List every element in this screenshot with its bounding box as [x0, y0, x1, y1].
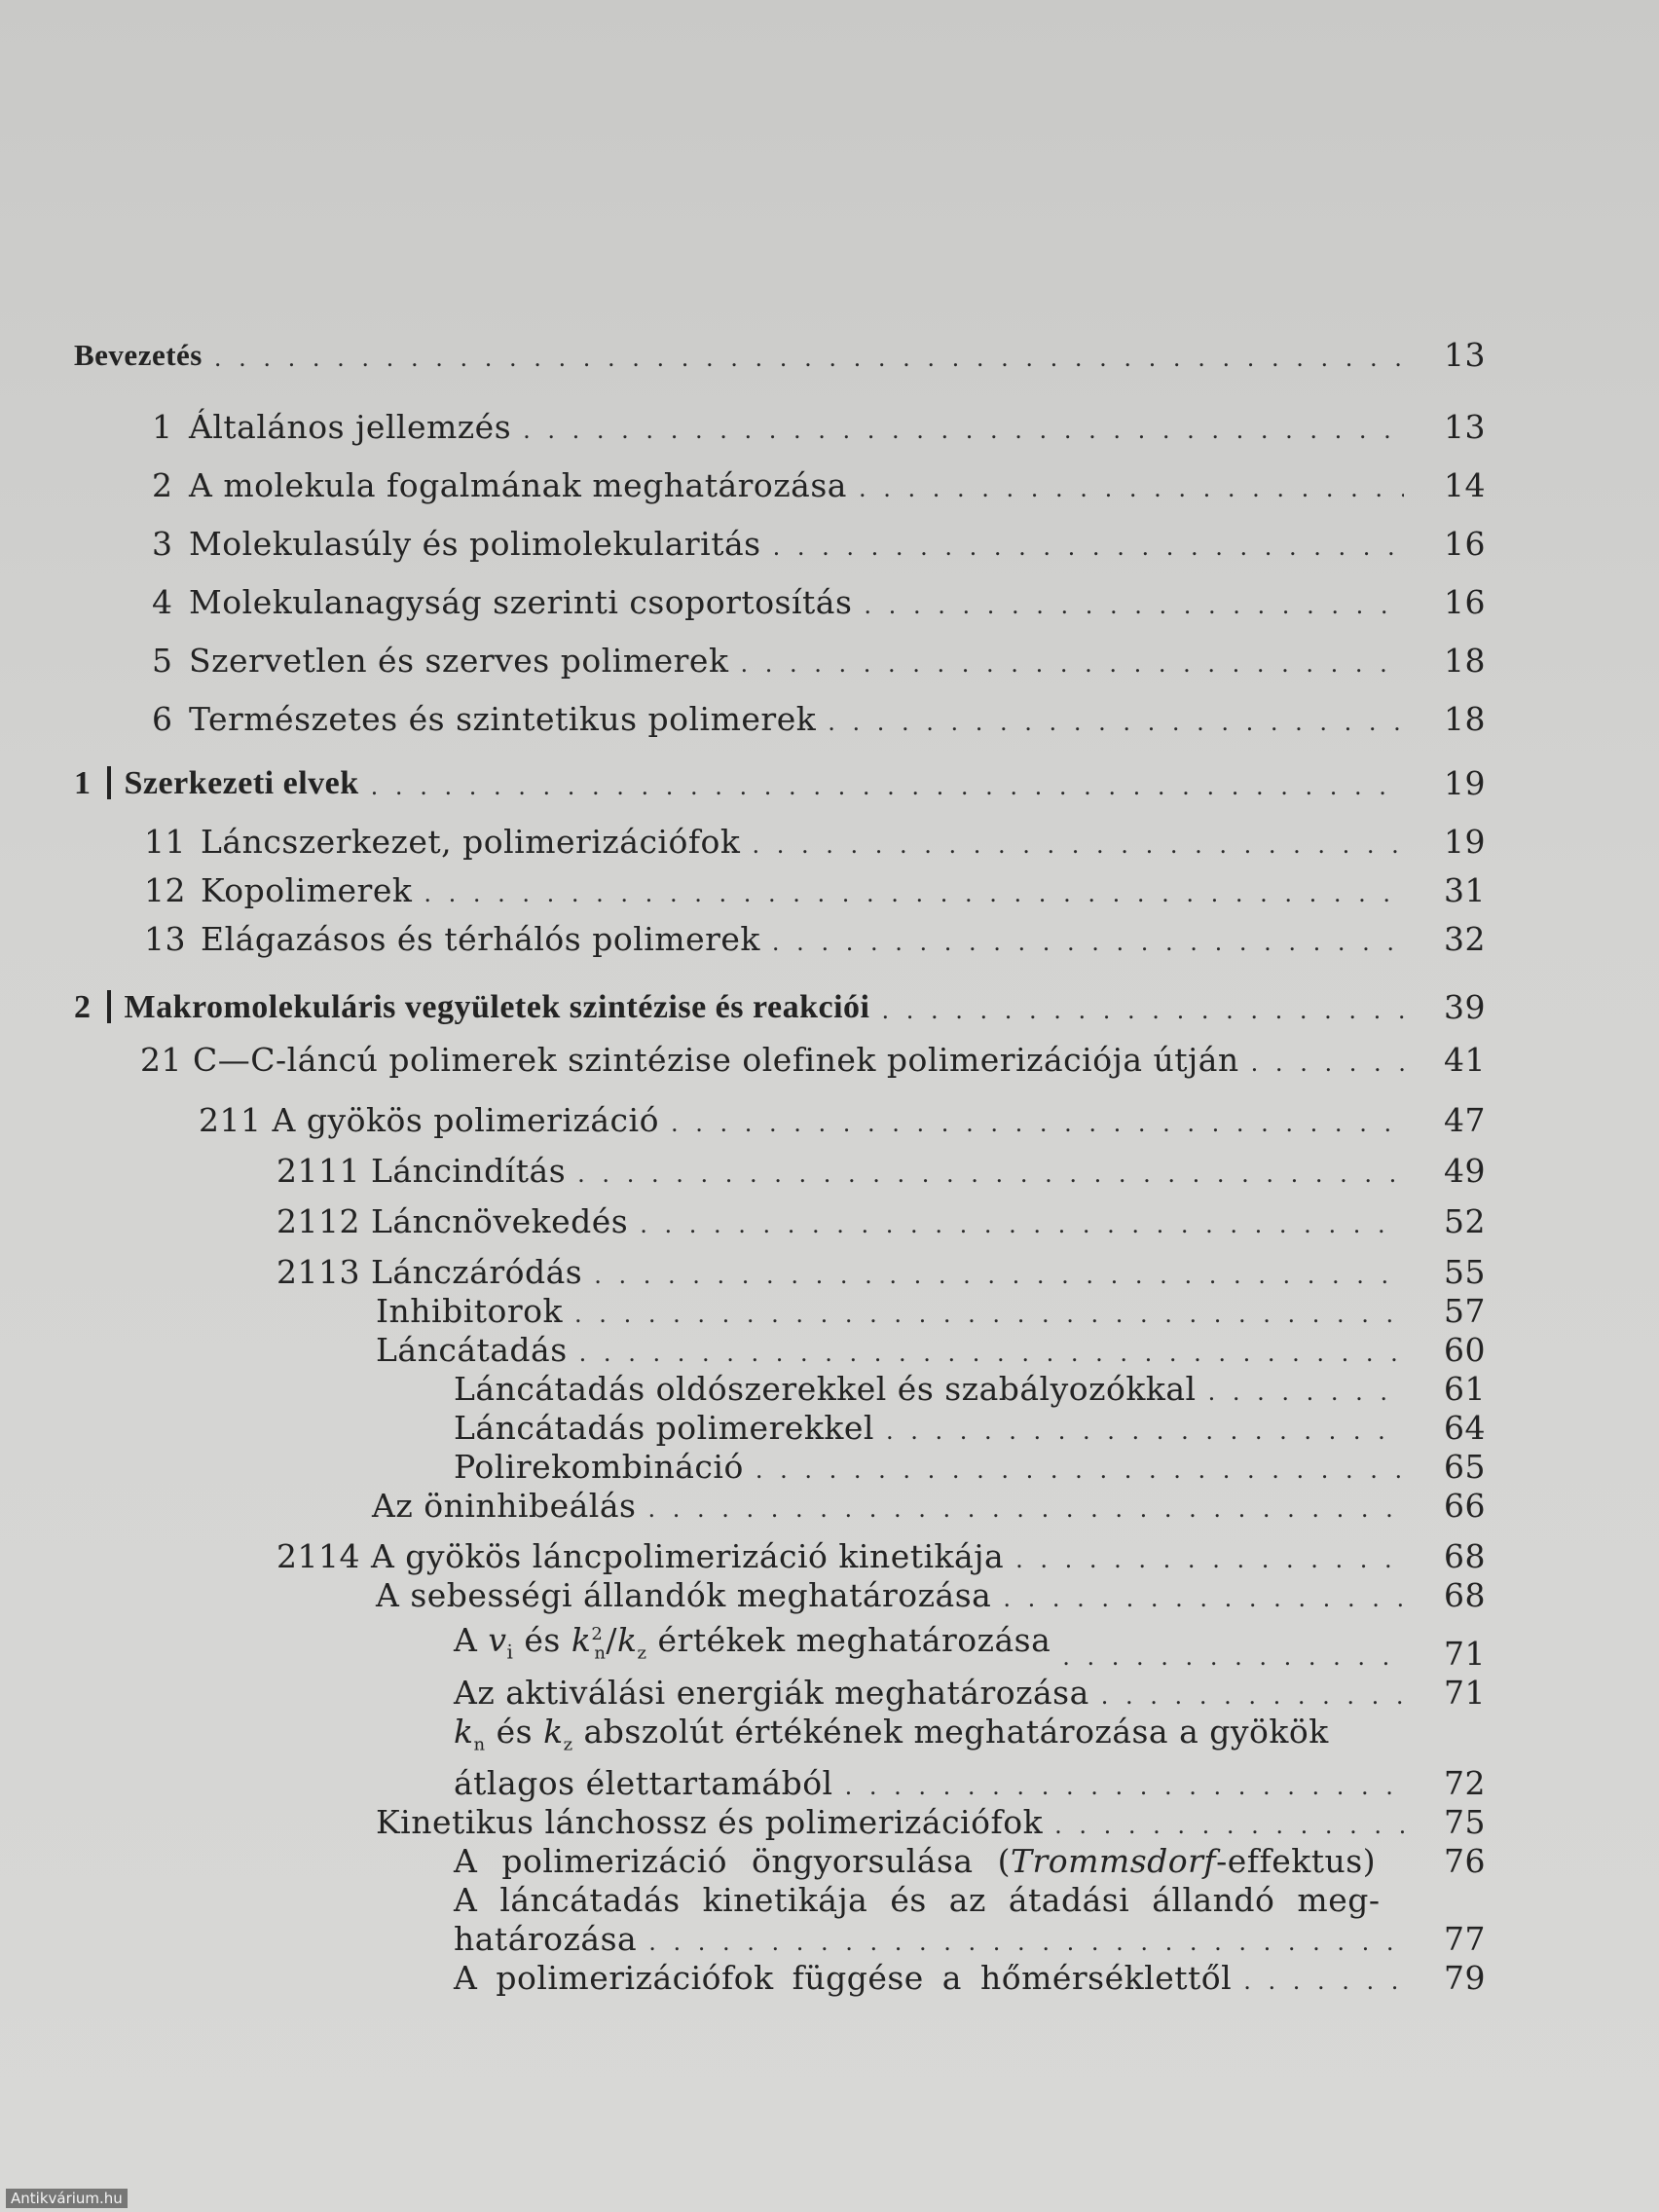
chapter-bar	[107, 990, 111, 1023]
toc-entry	[74, 466, 1486, 505]
entry-title: Szervetlen és szerves polimerek	[189, 642, 729, 680]
entry-title: Általános jellemzés	[189, 408, 512, 446]
entry-title: Bevezetés	[74, 338, 203, 372]
toc-entry	[74, 1370, 1486, 1409]
toc-entry-atadasi-line1	[74, 1881, 1486, 1920]
page-number: 14	[1444, 466, 1486, 504]
entry-title: A láncátadás kinetikája és az átadási állandó meg-	[454, 1881, 1381, 1920]
toc-entry-211	[74, 1101, 1486, 1140]
toc-entry	[74, 583, 1486, 622]
entry-title: Polirekombináció	[454, 1448, 744, 1486]
toc-entry-2114	[74, 1537, 1486, 1576]
dot-leader	[740, 647, 1404, 681]
entry-title: Láncindítás	[370, 1152, 567, 1190]
dot-leader	[1101, 1679, 1404, 1713]
entry-title: A polimerizáció öngyorsulása (Trommsdorf-effektus)	[454, 1842, 1377, 1881]
dot-leader	[424, 877, 1404, 910]
page-number: 66	[1444, 1487, 1486, 1525]
dot-leader	[886, 1415, 1404, 1448]
entry-title: Természetes és szintetikus polimerek	[189, 700, 817, 738]
page-number: 68	[1444, 1576, 1486, 1614]
chapter-number: 1	[74, 765, 92, 801]
entry-title: Szerkezeti elvek	[124, 765, 359, 801]
page-number: 65	[1444, 1448, 1486, 1486]
entry-title: Az öninhibeálás	[372, 1487, 637, 1525]
table-of-contents	[74, 336, 1486, 1998]
toc-entry-kinetikus	[74, 1803, 1486, 1842]
entry-number: 2114	[276, 1537, 360, 1575]
toc-entry-lancatadas	[74, 1331, 1486, 1370]
entry-title: C—C-láncú polimerek szintézise olefinek polimerizációja útján	[193, 1041, 1239, 1079]
toc-entry-kn-kz-line2	[74, 1764, 1486, 1803]
toc-entry	[74, 642, 1486, 681]
entry-title: A sebességi állandók meghatározása	[376, 1576, 992, 1614]
dot-leader	[845, 1770, 1404, 1803]
page-number: 77	[1444, 1920, 1486, 1959]
entry-title: Makromolekuláris vegyületek szintézise és reakciói	[124, 989, 870, 1025]
dot-leader	[752, 829, 1404, 862]
chapter-number: 2	[74, 989, 92, 1025]
page-number: 55	[1444, 1253, 1486, 1291]
entry-number: 2113	[276, 1253, 360, 1291]
entry-title: A molekula fogalmának meghatározása	[189, 466, 847, 504]
page-number: 13	[1444, 408, 1486, 446]
toc-entry-aktivalasi	[74, 1674, 1486, 1713]
page-number: 68	[1444, 1537, 1486, 1575]
entry-title: Inhibitorok	[376, 1292, 564, 1330]
dot-leader	[1208, 1376, 1404, 1409]
entry-title: A gyökös polimerizáció	[272, 1101, 659, 1139]
page-number: 18	[1444, 642, 1486, 680]
page-number: 57	[1444, 1292, 1486, 1330]
dot-leader	[594, 1259, 1404, 1292]
page-number: 71	[1444, 1673, 1486, 1712]
dot-leader	[574, 1298, 1404, 1331]
dot-leader	[1003, 1582, 1404, 1615]
page-number: 16	[1444, 525, 1486, 563]
entry-title: Lánczáródás	[370, 1253, 583, 1291]
page-number: 18	[1444, 700, 1486, 738]
entry-number: 2	[152, 466, 173, 504]
dot-leader	[1251, 1047, 1404, 1080]
toc-entry-inhibitorok	[74, 1292, 1486, 1331]
page-number: 39	[1444, 988, 1486, 1026]
page-number: 41	[1444, 1041, 1486, 1079]
toc-chapter-1	[74, 764, 1486, 803]
entry-number: 12	[144, 871, 186, 909]
dot-leader	[881, 994, 1404, 1027]
entry-number: 6	[152, 700, 173, 738]
entry-number: 211	[199, 1101, 262, 1139]
entry-title: Láncszerkezet, polimerizációfok	[201, 823, 741, 861]
page-number: 72	[1444, 1764, 1486, 1803]
entry-title: A $v_i$ és $k^2_n/k_z$ értékek meghatározása	[454, 1621, 1051, 1664]
entry-title: $k_n$ és $k_z$ abszolút értékének meghatározása a gyökök	[454, 1712, 1329, 1755]
watermark: Antikvárium.hu	[6, 2189, 128, 2208]
dot-leader	[1054, 1809, 1404, 1842]
entry-title: Láncátadás polimerekkel	[454, 1409, 874, 1447]
toc-entry	[74, 1409, 1486, 1448]
entry-title: Láncnövekedés	[370, 1202, 629, 1240]
toc-entry	[74, 700, 1486, 739]
toc-entry	[74, 525, 1486, 564]
dot-leader	[773, 531, 1404, 564]
entry-title: Az aktiválási energiák meghatározása	[454, 1673, 1089, 1712]
dot-leader	[523, 414, 1404, 447]
entry-title: Molekulasúly és polimolekularitás	[189, 525, 761, 563]
dot-leader	[859, 472, 1404, 505]
page-number: 64	[1444, 1409, 1486, 1447]
dot-leader	[647, 1493, 1404, 1526]
dot-leader	[864, 589, 1404, 622]
page-number: 61	[1444, 1370, 1486, 1408]
entry-title: Kinetikus lánchossz és polimerizációfok	[376, 1803, 1044, 1842]
entry-number: 4	[152, 583, 173, 621]
dot-leader	[214, 342, 1404, 375]
dot-leader	[577, 1158, 1404, 1191]
page-number: 19	[1444, 764, 1486, 802]
dot-leader	[371, 770, 1404, 803]
toc-entry-intro	[74, 336, 1486, 375]
dot-leader	[756, 1454, 1404, 1487]
dot-leader	[828, 706, 1404, 739]
entry-title: A gyökös láncpolimerizáció kinetikája	[370, 1537, 1005, 1575]
toc-entry-2112	[74, 1202, 1486, 1241]
entry-number: 13	[144, 920, 186, 958]
dot-leader	[648, 1926, 1404, 1959]
toc-entry-sebessegi	[74, 1576, 1486, 1615]
dot-leader	[640, 1208, 1404, 1241]
entry-number: 3	[152, 525, 173, 563]
page-number: 47	[1444, 1101, 1486, 1139]
dot-leader	[1243, 1965, 1404, 1998]
page-number: 60	[1444, 1331, 1486, 1369]
page-number: 49	[1444, 1152, 1486, 1190]
toc-entry-oninhibealas	[74, 1487, 1486, 1526]
dot-leader	[1015, 1543, 1404, 1576]
lancatadas-items	[74, 1370, 1486, 1487]
page-number: 32	[1444, 920, 1486, 958]
page-number: 13	[1444, 336, 1486, 374]
dot-leader	[1062, 1641, 1404, 1674]
chapter-bar	[107, 766, 111, 799]
page-number: 19	[1444, 823, 1486, 861]
toc-entry-2113	[74, 1253, 1486, 1292]
entry-title: Elágazásos és térhálós polimerek	[201, 920, 760, 958]
entry-title: A polimerizációfok függése a hőmérséklettől	[454, 1959, 1233, 1998]
toc-entry-2111	[74, 1152, 1486, 1191]
page-number: 71	[1444, 1634, 1486, 1673]
entry-number: 21	[140, 1041, 182, 1079]
toc-entry	[74, 920, 1486, 959]
toc-entry	[74, 1448, 1486, 1487]
entry-title: Molekulanagyság szerinti csoportosítás	[189, 583, 853, 621]
intro-items	[74, 408, 1486, 739]
entry-number: 11	[144, 823, 186, 861]
entry-title: határozása	[454, 1920, 638, 1959]
page-number: 16	[1444, 583, 1486, 621]
dot-leader	[579, 1337, 1404, 1370]
entry-title: átlagos élettartamából	[454, 1764, 833, 1803]
toc-entry-vi-kn-kz	[74, 1615, 1486, 1674]
dot-leader	[671, 1107, 1404, 1140]
entry-number: 2112	[276, 1202, 360, 1240]
entry-title: Láncátadás	[376, 1331, 568, 1369]
entry-number: 5	[152, 642, 173, 680]
toc-entry	[74, 408, 1486, 447]
dot-leader	[772, 926, 1404, 959]
page-number: 79	[1444, 1959, 1486, 1998]
entry-number: 1	[152, 408, 173, 446]
toc-entry	[74, 823, 1486, 862]
page-number: 52	[1444, 1202, 1486, 1240]
toc-entry	[74, 871, 1486, 910]
entry-number: 2111	[276, 1152, 360, 1190]
toc-entry-ongyorsulas	[74, 1842, 1486, 1881]
entry-title: Láncátadás oldószerekkel és szabályozókkal	[454, 1370, 1197, 1408]
page-number: 76	[1444, 1842, 1486, 1881]
toc-entry-atadasi-line2	[74, 1920, 1486, 1959]
toc-chapter-2	[74, 988, 1486, 1027]
toc-entry-21	[74, 1041, 1486, 1080]
entry-title: Kopolimerek	[201, 871, 413, 909]
chapter-1-items	[74, 823, 1486, 959]
page-number: 75	[1444, 1803, 1486, 1842]
toc-entry-kn-kz-line1	[74, 1713, 1486, 1765]
toc-entry-homerseklet	[74, 1959, 1486, 1998]
page-number: 31	[1444, 871, 1486, 909]
